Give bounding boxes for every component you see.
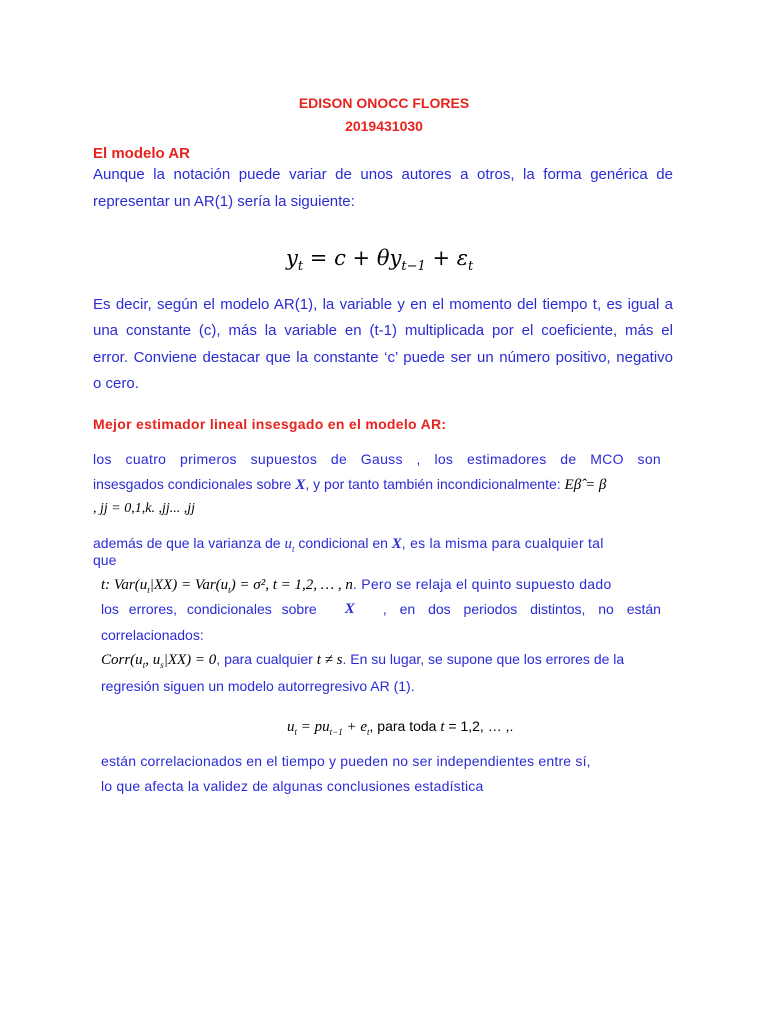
ar-error-formula xyxy=(287,718,513,737)
section-title-blue-estimator: Mejor estimador lineal insesgado en el modelo AR: xyxy=(93,416,447,432)
ar-u-sub: t xyxy=(294,726,298,737)
variance-line-1-c: , es la misma para cualquier tal xyxy=(401,535,604,551)
errors-line-a: los errores, condicionales sobre xyxy=(101,601,317,617)
gauss-line-3: , jj = 0,1,k. ,jj... ,jj xyxy=(93,501,195,516)
var-formula-a: t: Var(u xyxy=(101,577,148,593)
eq-plus-2: + xyxy=(432,246,451,270)
author-name: EDISON ONOCC FLORES xyxy=(298,95,470,111)
eq-y: y xyxy=(286,246,298,270)
eq-epsilon-t: t xyxy=(468,259,474,275)
corr-rest-b: , para cualquier xyxy=(216,651,313,667)
e-beta-hat: Eβ̂ xyxy=(564,477,582,493)
ar1-equation xyxy=(286,246,473,274)
var-formula-sub2: t xyxy=(228,584,231,595)
t-not-equal-s: t ≠ s xyxy=(316,652,343,668)
equals-beta: = β xyxy=(585,477,607,493)
variance-u-sub: t xyxy=(291,543,295,554)
student-id: 2019431030 xyxy=(345,118,423,134)
corr-rest-c: . En su lugar, se supone que los errores de la xyxy=(342,651,625,667)
eq-t-minus-1: t−1 xyxy=(401,259,426,275)
conclusion-line-2: lo que afecta la validez de algunas conclusiones estadística xyxy=(101,778,484,794)
conclusion-line-1: están correlacionados en el tiempo y pueden no ser independientes entre sí, xyxy=(101,753,591,769)
corr-t: t xyxy=(142,659,146,670)
variance-line-2: que xyxy=(93,552,117,568)
gauss-line-1: los cuatro primeros supuestos de Gauss , los estimadores de MCO son xyxy=(93,451,661,467)
errors-line-b: , en dos periodos distintos, no están xyxy=(382,601,661,617)
gauss-line-2-b: , y por tanto también incondicionalmente: xyxy=(305,476,561,492)
var-formula-b: |XX) = Var(u xyxy=(149,577,229,593)
errors-X: X xyxy=(344,601,355,617)
errors-line xyxy=(101,601,661,618)
gauss-line-2 xyxy=(93,476,606,494)
eq-t: t xyxy=(297,259,304,275)
corr-a: Corr(u xyxy=(101,652,143,668)
eq-equals: = xyxy=(309,246,328,270)
intro-line-2: representar un AR(1) sería la siguiente: xyxy=(93,193,355,210)
corr-b: , u xyxy=(145,652,161,668)
ar-t2: t xyxy=(440,719,445,735)
corr-c: |XX) = 0 xyxy=(163,652,217,668)
variance-line-1 xyxy=(93,535,604,554)
ar-plus: + e xyxy=(342,719,367,735)
variance-X: X xyxy=(391,536,402,552)
variance-line-1-b: condicional en xyxy=(298,535,388,551)
gauss-line-2-a: insesgados condicionales sobre xyxy=(93,476,292,492)
section-title-ar-model: El modelo AR xyxy=(93,145,190,162)
ar-rest: , para toda xyxy=(369,718,437,734)
ar-et: t xyxy=(367,726,370,737)
variance-formula-line xyxy=(101,576,612,595)
explanation-line-4: o cero. xyxy=(93,375,139,392)
eq-epsilon: ε xyxy=(456,246,469,270)
regression-line: regresión siguen un modelo autorregresivo AR (1). xyxy=(101,678,415,694)
corr-formula-line xyxy=(101,651,624,670)
var-formula-rest: . Pero se relaja el quinto supuesto dado xyxy=(352,576,612,592)
eq-plus-1: + xyxy=(352,246,371,270)
variance-line-1-a: además de que la varianza de xyxy=(93,535,281,551)
correlacionados-line: correlacionados: xyxy=(101,627,204,643)
var-formula-c: ) = σ², t = 1,2, … , n xyxy=(230,577,353,593)
corr-s: s xyxy=(160,659,164,670)
explanation-line-3: error. Conviene destacar que la constante ‘c’ puede ser un número positivo, negativo xyxy=(93,349,673,366)
eq-theta-y: θy xyxy=(376,246,402,270)
explanation-line-1: Es decir, según el modelo AR(1), la variable y en el momento del tiempo t, es igual a xyxy=(93,296,673,313)
var-formula-sub1: t xyxy=(147,584,150,595)
explanation-line-2: una constante (c), más la variable en (t-1) multiplicada por el coeficiente, más el xyxy=(93,322,673,339)
ar-eq: = pu xyxy=(297,719,330,735)
ar-tm1: t−1 xyxy=(329,726,343,737)
intro-line-1: Aunque la notación puede variar de unos autores a otros, la forma genérica de xyxy=(93,166,673,183)
variance-u: u xyxy=(284,536,292,552)
ar-u: u xyxy=(287,719,295,735)
eq-c: c xyxy=(334,246,346,270)
ar-rest2: = 1,2, … ,. xyxy=(444,718,514,734)
gauss-X: X xyxy=(295,477,306,493)
